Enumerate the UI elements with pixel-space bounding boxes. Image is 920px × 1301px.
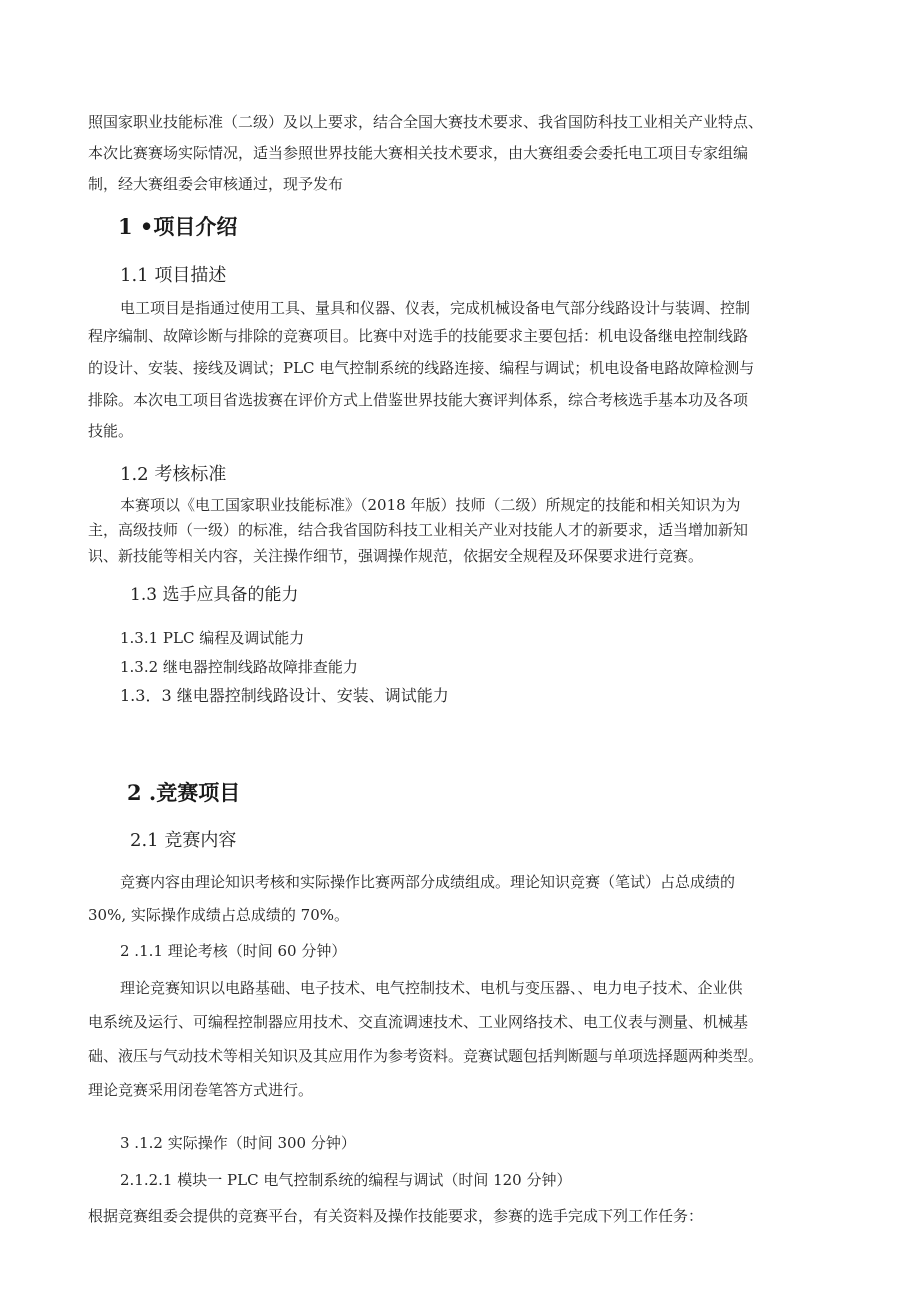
ability-item: 1.3.1 PLC 编程及调试能力 (120, 629, 305, 647)
paragraph-line: 30%, 实际操作成绩占总成绩的 70%。 (88, 906, 349, 924)
module-heading: 2.1.2.1 模块一 PLC 电气控制系统的编程与调试（时间 120 分钟） (120, 1171, 572, 1189)
paragraph-line: 电工项目是指通过使用工具、量具和仪器、仪表，完成机械设备电气部分线路设计与装调、控制 (120, 299, 751, 317)
subsection-heading: 3 .1.2 实际操作（时间 300 分钟） (120, 1134, 356, 1152)
paragraph-line: 技能。 (88, 422, 134, 440)
paragraph-line: 理论竞赛知识以电路基础、电子技术、电气控制技术、电机与变压器、、电力电子技术、企业供 (120, 979, 743, 997)
paragraph-line: 根据竞赛组委会提供的竞赛平台，有关资料及操作技能要求，参赛的选手完成下列工作任务： (88, 1207, 704, 1225)
paragraph-line: 电系统及运行、可编程控制器应用技术、交直流调速技术、工业网络技术、电工仪表与测量、机械基 (88, 1013, 749, 1031)
paragraph-line: 程序编制、故障诊断与排除的竞赛项目。比赛中对选手的技能要求主要包括：机电设备继电控制线路 (88, 327, 749, 345)
paragraph-line: 本赛项以《电工国家职业技能标准》（2018 年版）技师（二级）所规定的技能和相关知识为为 (120, 496, 741, 514)
section-1-heading: 1 •项目介绍 (118, 214, 238, 239)
paragraph-line: 排除。本次电工项目省选拔赛在评价方式上借鉴世界技能大赛评判体系，综合考核选手基本功及各项 (88, 391, 749, 409)
paragraph-line: 础、液压与气动技术等相关知识及其应用作为参考资料。竞赛试题包括判断题与单项选择题两种类型。 (88, 1047, 764, 1065)
intro-line: 照国家职业技能标准（二级）及以上要求，结合全国大赛技术要求、我省国防科技工业相关产业特点、 (88, 113, 764, 131)
paragraph-line: 识、新技能等相关内容，关注操作细节，强调操作规范，依据安全规程及环保要求进行竞赛。 (88, 547, 704, 565)
section-1-1-heading: 1.1 项目描述 (120, 265, 227, 286)
paragraph-line: 主，高级技师（一级）的标准，结合我省国防科技工业相关产业对技能人才的新要求，适当增加新知 (88, 521, 749, 539)
ability-item: 1.3.2 继电器控制线路故障排查能力 (120, 658, 358, 676)
intro-line: 本次比赛赛场实际情况，适当参照世界技能大赛相关技术要求，由大赛组委会委托电工项目专家组编 (88, 144, 749, 162)
section-1-2-heading: 1.2 考核标准 (120, 464, 227, 485)
section-2-1-heading: 2.1 竞赛内容 (130, 830, 237, 851)
paragraph-line: 竞赛内容由理论知识考核和实际操作比赛两部分成绩组成。理论知识竞赛（笔试）占总成绩的 (120, 873, 736, 891)
section-2-heading: 2 .竞赛项目 (127, 780, 241, 805)
ability-item: 1.3．3 继电器控制线路设计、安装、调试能力 (120, 686, 449, 705)
paragraph-line: 理论竞赛采用闭卷笔答方式进行。 (88, 1081, 314, 1099)
subsection-heading: 2 .1.1 理论考核（时间 60 分钟） (120, 942, 347, 960)
section-1-3-heading: 1.3 选手应具备的能力 (130, 585, 299, 605)
paragraph-line: 的设计、安装、接线及调试；PLC 电气控制系统的线路连接、编程与调试；机电设备电路故障检测与 (88, 359, 755, 377)
intro-line: 制，经大赛组委会审核通过，现予发布 (88, 175, 344, 193)
